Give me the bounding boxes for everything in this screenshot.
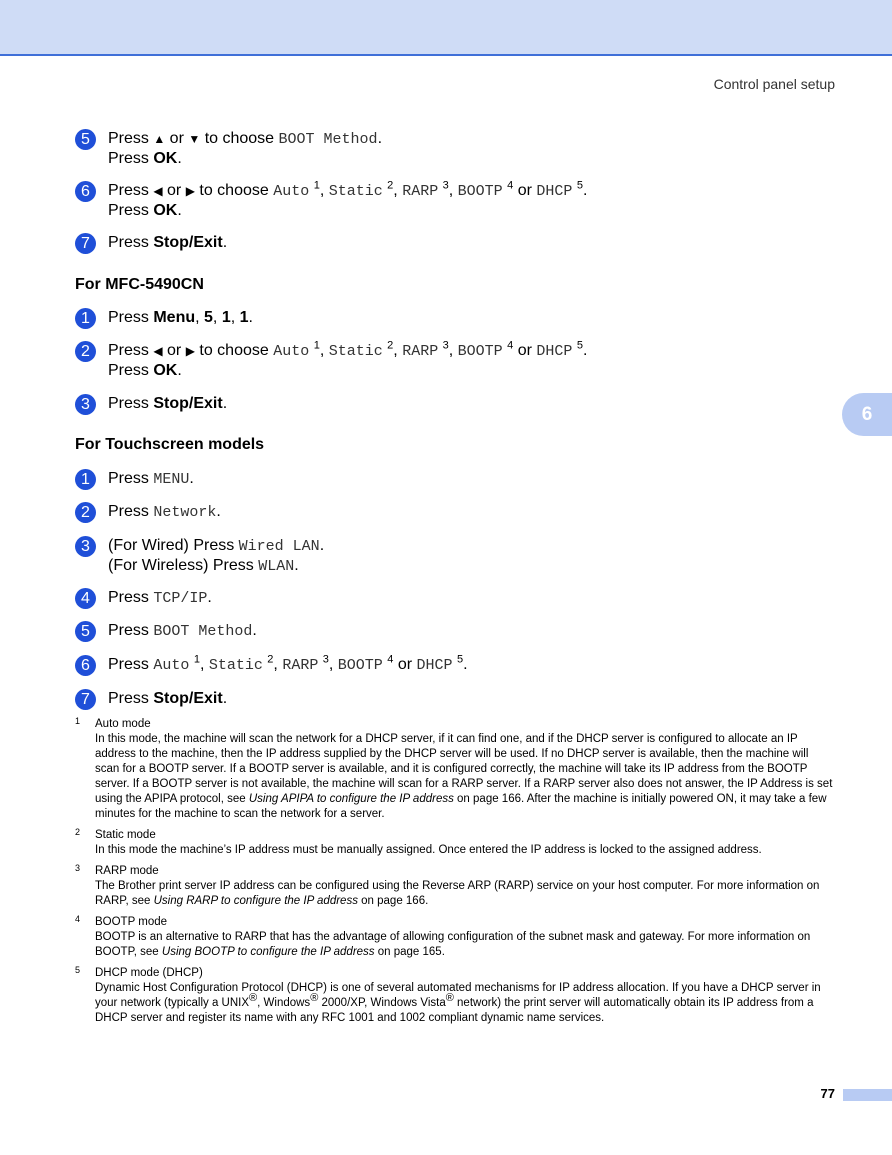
bootp-reference: Using BOOTP to configure the IP address <box>161 946 375 958</box>
step-text: Press Menu, 5, 1, 1. <box>108 309 253 326</box>
step-number: 4 <box>75 588 96 609</box>
footnote-bootp-mode: 4 BOOTP mode BOOTP is an alternative to RARP that has the advantage of allowing configuration of the subnet mask and gateway. For more information on BOOTP, see Using BOOTP to configure the IP address on page 165. <box>75 914 811 958</box>
step-text: Press Stop/Exit. <box>108 395 228 412</box>
step-number: 6 <box>75 655 96 676</box>
footnote-static-mode: 2 Static mode In this mode the machine’s IP address must be manually assigned. Once entered the IP address is locked to the assigned address. <box>75 827 762 856</box>
step-text: Press ◀ or ▶ to choose Auto $^1$, Static $^2$, RARP $^3$, BOOTP $^4$ or DHCP $^5$. Press OK. <box>108 339 588 379</box>
step-number: 3 <box>75 394 96 415</box>
step-number: 7 <box>75 689 96 710</box>
step-number: 1 <box>75 308 96 329</box>
touch-step-7 <box>75 689 227 710</box>
right-arrow-icon: ▶ <box>185 344 195 358</box>
step-text: (For Wired) Press Wired LAN. (For Wireless) Press WLAN. <box>108 537 325 575</box>
step-number: 2 <box>75 341 96 362</box>
step-number: 2 <box>75 502 96 523</box>
mfc-step-2 <box>75 341 587 380</box>
step-number: 6 <box>75 181 96 202</box>
step-text: Press Network. <box>108 503 221 521</box>
footnote-auto-mode: 1 Auto mode In this mode, the machine will scan the network for a DHCP server, if it can find one, and if the DHCP server is configured to allocate an IP address to the machine, then the IP address supplied by the DHCP server will be used. If no DHCP server is available, then the machine will scan for a BOOTP server. If a BOOTP server is available, and it is configured correctly, the machine will take its IP address from the BOOTP server. If a BOOTP server is not available, the machine will scan for a RARP server. If a RARP server also does not answer, the IP Address is set using the APIPA protocol, see Using APIPA to configure the IP address on page 166. After the machine is initially powered ON, it may take a few minutes for the machine to scan the network for a server. <box>75 716 833 820</box>
touch-step-1 <box>75 469 194 490</box>
footnote-dhcp-mode: 5 DHCP mode (DHCP) Dynamic Host Configuration Protocol (DHCP) is one of several automated mechanisms for IP address allocation. If you have a DHCP server in your network (typically a UNIX®, Windows® 2000/XP, Windows Vista® network) the print server will automatically obtain its IP address from a DHCP server and register its name with any RFC 1001 and 1002 compliant dynamic name services. <box>75 965 821 1024</box>
step-number: 5 <box>75 129 96 150</box>
footnote-rarp-mode: 3 RARP mode The Brother print server IP address can be configured using the Reverse ARP (RARP) service on your host computer. For more information on RARP, see Using RARP to configure the IP address on page 166. <box>75 863 820 907</box>
step-text: Press BOOT Method. <box>108 622 257 640</box>
step-text: Press Auto $^1$, Static $^2$, RARP $^3$, BOOTP $^4$ or DHCP $^5$. <box>108 653 468 674</box>
step-number: 5 <box>75 621 96 642</box>
page-number: 77 <box>820 1086 835 1101</box>
rarp-reference: Using RARP to configure the IP address <box>153 895 358 907</box>
step-text: Press MENU. <box>108 470 194 488</box>
touch-step-5 <box>75 621 257 642</box>
chapter-tab: 6 <box>842 393 892 436</box>
page-number-bar <box>843 1089 892 1101</box>
step-text: Press TCP/IP. <box>108 589 212 607</box>
step-6-choose-method <box>75 181 587 220</box>
step-5-boot-method <box>75 129 382 168</box>
section-title-mfc: For MFC-5490CN <box>75 276 204 293</box>
step-number: 3 <box>75 536 96 557</box>
step-number: 1 <box>75 469 96 490</box>
footnotes <box>75 717 835 1032</box>
step-text: Press ▲ or ▼ to choose BOOT Method. Press OK. <box>108 130 383 167</box>
page-header-title: Control panel setup <box>713 76 835 92</box>
apipa-reference: Using APIPA to configure the IP address <box>248 793 454 805</box>
step-number: 7 <box>75 233 96 254</box>
right-arrow-icon: ▶ <box>185 184 195 198</box>
mfc-step-3 <box>75 394 227 415</box>
section-title-touchscreen: For Touchscreen models <box>75 436 265 453</box>
left-arrow-icon: ◀ <box>153 184 163 198</box>
step-7-stop-exit <box>75 233 227 254</box>
mfc-step-1 <box>75 308 253 329</box>
step-text: Press Stop/Exit. <box>108 234 228 251</box>
down-arrow-icon: ▼ <box>188 132 201 146</box>
touch-step-6 <box>75 655 468 676</box>
touch-step-2 <box>75 502 221 523</box>
touch-step-3 <box>75 536 324 576</box>
step-text: Press Stop/Exit. <box>108 690 228 707</box>
step-text: Press ◀ or ▶ to choose Auto $^1$, Static $^2$, RARP $^3$, BOOTP $^4$ or DHCP $^5$. Press OK. <box>108 179 588 219</box>
header-band <box>0 0 892 56</box>
up-arrow-icon: ▲ <box>153 132 166 146</box>
touch-step-4 <box>75 588 212 609</box>
left-arrow-icon: ◀ <box>153 344 163 358</box>
